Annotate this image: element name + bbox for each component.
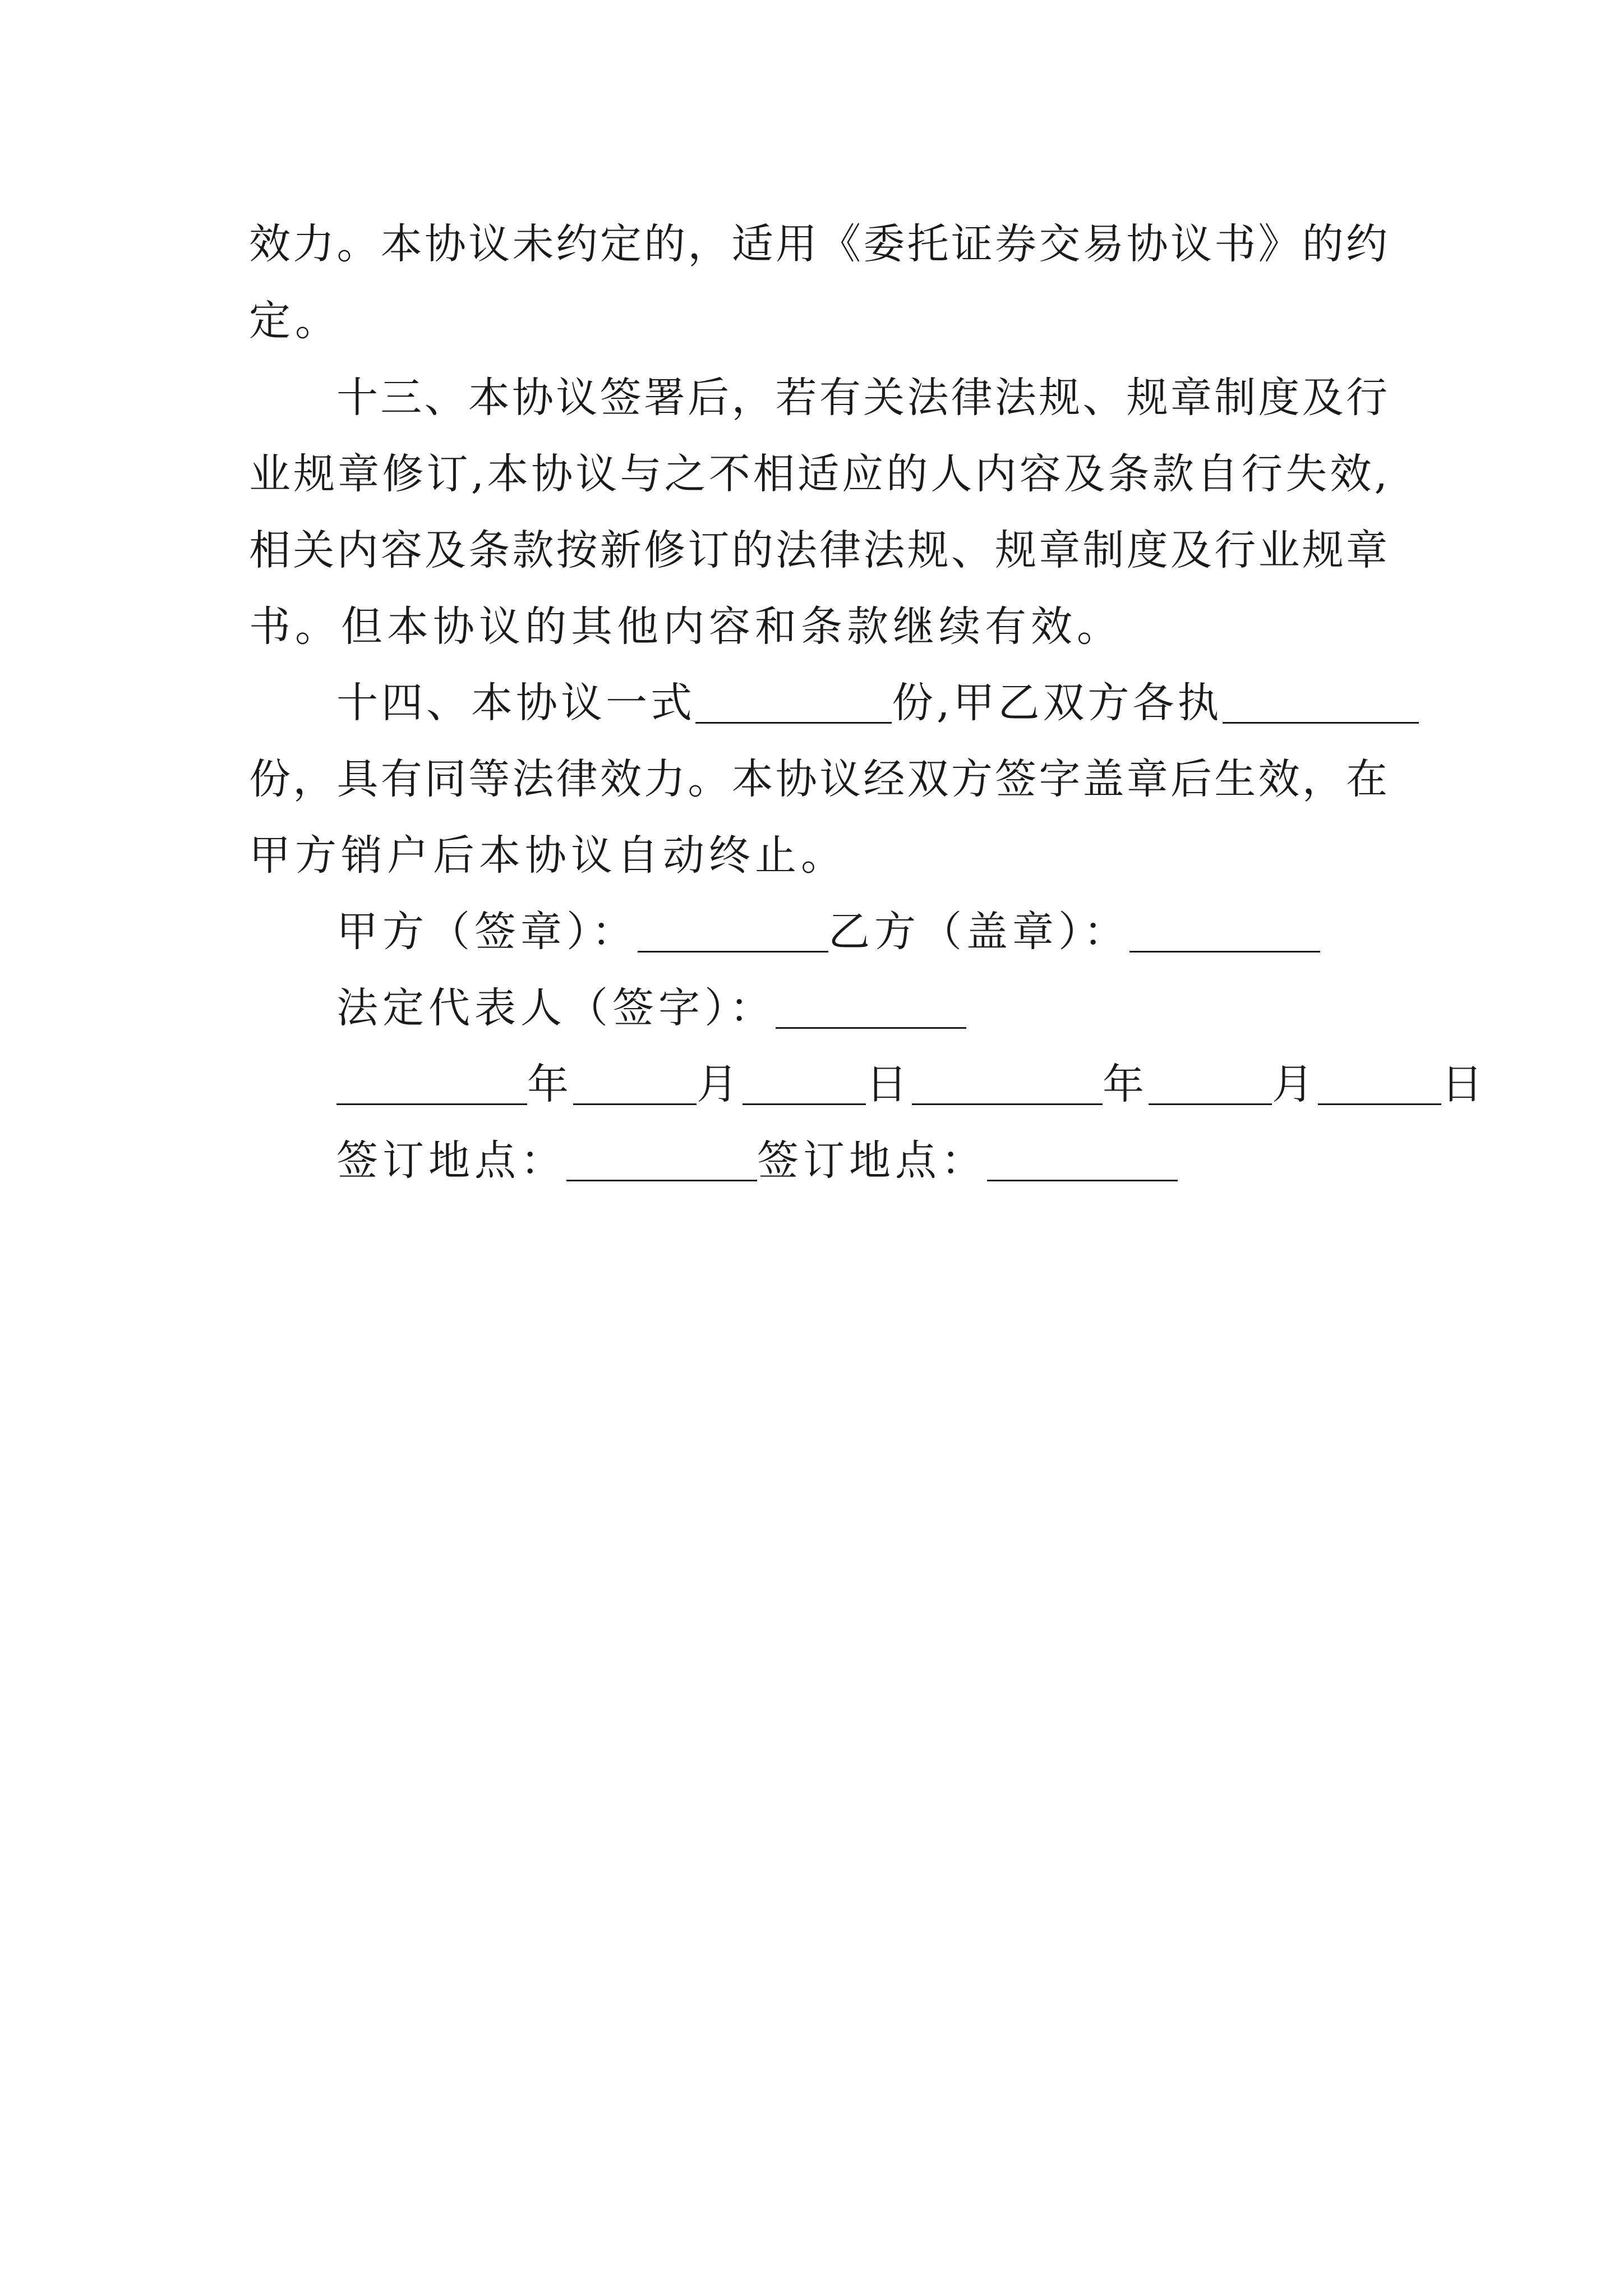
party-b-day-blank[interactable] (1318, 1066, 1441, 1105)
paragraph-13-line-2: 业规章修订,本协议与之不相适应的人内容及条款自行失效, (249, 450, 1387, 498)
copies-each-blank[interactable] (1223, 685, 1419, 724)
party-a-month-blank[interactable] (573, 1066, 697, 1105)
copies-total-blank[interactable] (695, 685, 892, 724)
paragraph-13-line-3: 相关内容及条款按新修订的法律法规、规章制度及行业规章 (249, 526, 1387, 574)
party-a-place-blank[interactable] (566, 1143, 757, 1181)
signing-place-row (336, 1137, 1178, 1185)
signature-parties-row (336, 908, 1320, 956)
signature-date-row (336, 1060, 1487, 1108)
day-label-a: 日 (866, 1060, 912, 1108)
paragraph-13-line-1: 十三、本协议签署后，若有关法律法规、规章制度及行 (336, 374, 1387, 422)
place-label-a: 签订地点： (336, 1137, 566, 1185)
party-b-seal-blank[interactable] (1129, 914, 1320, 953)
party-a-day-blank[interactable] (743, 1066, 866, 1105)
paragraph-14-line-3: 甲方销户后本协议自动终止。 (249, 831, 847, 880)
party-a-year-blank[interactable] (336, 1066, 527, 1105)
year-label-b: 年 (1103, 1060, 1149, 1108)
legal-representative-row (336, 984, 966, 1032)
party-b-place-blank[interactable] (987, 1143, 1178, 1181)
year-label-a: 年 (527, 1060, 573, 1108)
party-a-label: 甲方（签章）： (336, 908, 638, 956)
clause-14-text-a: 十四、本协议一式 (336, 679, 695, 727)
paragraph-12-line-2: 定。 (249, 297, 341, 345)
month-label-b: 月 (1272, 1060, 1318, 1108)
party-a-signature-blank[interactable] (638, 914, 828, 953)
place-label-b: 签订地点： (757, 1137, 987, 1185)
legal-rep-signature-blank[interactable] (776, 990, 966, 1029)
month-label-a: 月 (697, 1060, 743, 1108)
party-b-label: 乙方（盖章）： (828, 908, 1129, 956)
paragraph-12-line-1: 效力。本协议未约定的，适用《委托证券交易协议书》的约 (249, 220, 1387, 268)
paragraph-14-line-2: 份，具有同等法律效力。本协议经双方签字盖章后生效，在 (249, 755, 1387, 803)
day-label-b: 日 (1441, 1060, 1487, 1108)
paragraph-14-line-1 (336, 679, 1419, 727)
party-b-month-blank[interactable] (1149, 1066, 1272, 1105)
clause-14-text-b: 份,甲乙双方各执 (892, 679, 1223, 727)
party-b-year-blank[interactable] (912, 1066, 1103, 1105)
paragraph-13-line-4: 书。但本协议的其他内容和条款继续有效。 (249, 602, 1123, 651)
legal-rep-label: 法定代表人（签字）： (336, 984, 776, 1032)
